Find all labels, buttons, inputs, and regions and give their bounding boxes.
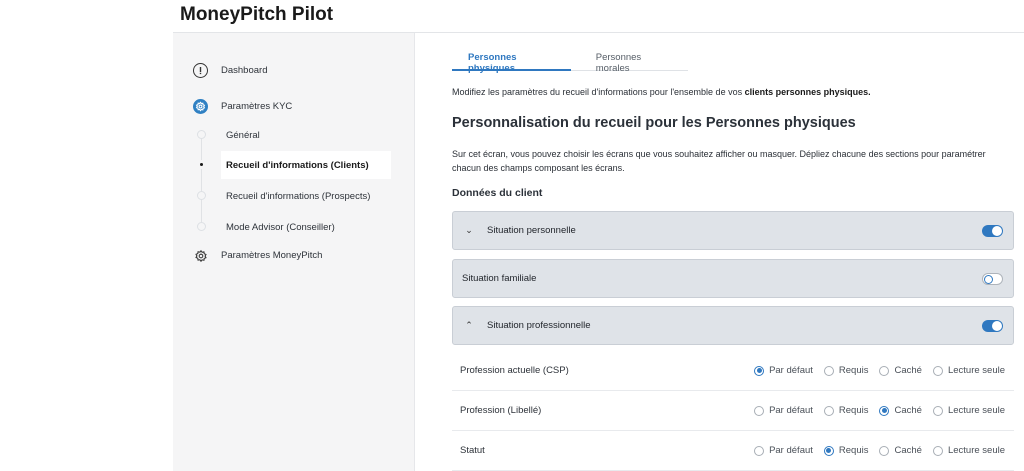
option-lecture-seule[interactable] [933, 365, 1005, 376]
field-options [743, 445, 1005, 456]
option-label: Lecture seule [947, 365, 1005, 376]
option-requis[interactable] [824, 365, 869, 376]
option-lecture-seule[interactable] [933, 445, 1005, 456]
option-label: Caché [894, 445, 922, 456]
tab-personnes-physiques[interactable]: Personnes physiques [452, 45, 571, 71]
section-label: Situation personnelle [487, 225, 576, 236]
radio-button[interactable] [824, 406, 834, 416]
option-cache[interactable] [879, 405, 921, 416]
info-icon [193, 63, 208, 78]
sidebar-item-label: Paramètres MoneyPitch [221, 250, 323, 261]
submenu-line [201, 135, 202, 227]
radio-button[interactable] [824, 446, 834, 456]
gear-icon [193, 99, 208, 114]
field-label: Profession (Libellé) [460, 405, 542, 416]
section-toggle[interactable] [982, 273, 1003, 285]
intro-text-bold: clients personnes physiques. [744, 87, 871, 97]
option-par-defaut[interactable] [754, 445, 813, 456]
radio-button[interactable] [754, 406, 764, 416]
option-label: Par défaut [769, 405, 813, 416]
gear-icon [193, 248, 208, 263]
field-options [743, 365, 1005, 376]
option-label: Par défaut [769, 445, 813, 456]
step-dot [197, 191, 206, 200]
sidebar-item-label: Paramètres KYC [221, 101, 293, 112]
sidebar-subitem-recueil-prospects[interactable] [221, 182, 391, 210]
radio-button[interactable] [933, 446, 943, 456]
step-dot [197, 222, 206, 231]
option-cache[interactable] [879, 445, 921, 456]
section-toggle[interactable] [982, 320, 1003, 332]
chevron-down-icon: ⌄ [465, 225, 473, 235]
section-situation-familiale[interactable] [452, 259, 1014, 298]
radio-button[interactable] [754, 446, 764, 456]
option-requis[interactable] [824, 445, 869, 456]
intro-text [452, 87, 871, 97]
app-title: MoneyPitch Pilot [180, 4, 334, 25]
radio-button[interactable] [879, 446, 889, 456]
field-row-profession-actuelle [452, 351, 1014, 391]
option-label: Lecture seule [947, 405, 1005, 416]
sidebar-item-dashboard[interactable] [193, 63, 267, 78]
radio-button[interactable] [933, 406, 943, 416]
option-label: Requis [838, 405, 869, 416]
field-row-statut [452, 431, 1014, 471]
section-situation-professionnelle[interactable] [452, 306, 1014, 345]
sidebar-item-label: Dashboard [221, 65, 268, 76]
section-label: Situation familiale [462, 273, 537, 284]
chevron-up-icon: ⌃ [465, 320, 473, 330]
section-label: Situation professionnelle [487, 320, 591, 331]
sidebar-subitem-general[interactable] [221, 121, 391, 149]
radio-button[interactable] [879, 406, 889, 416]
sidebar-subitem-recueil-clients[interactable] [221, 151, 391, 179]
sidebar-subitem-label: Mode Advisor (Conseiller) [226, 221, 335, 233]
radio-button[interactable] [933, 366, 943, 376]
sidebar [173, 33, 415, 471]
option-lecture-seule[interactable] [933, 405, 1005, 416]
step-dot-active [197, 160, 206, 169]
option-label: Caché [894, 405, 922, 416]
sidebar-item-moneypitch[interactable] [193, 248, 322, 263]
step-dot [197, 130, 206, 139]
section-group-title: Données du client [452, 187, 543, 199]
sidebar-item-kyc[interactable] [193, 99, 292, 114]
radio-button[interactable] [879, 366, 889, 376]
option-label: Caché [894, 365, 922, 376]
radio-button[interactable] [754, 366, 764, 376]
field-label: Profession actuelle (CSP) [460, 365, 569, 376]
sidebar-subitem-mode-advisor[interactable] [221, 213, 391, 241]
sidebar-subitem-label: Recueil d'informations (Clients) [226, 159, 369, 171]
section-situation-personnelle[interactable] [452, 211, 1014, 250]
sidebar-subitem-label: Général [226, 129, 260, 141]
option-label: Par défaut [769, 365, 813, 376]
intro-text-prefix: Modifiez les paramètres du recueil d'informations pour l'ensemble de vos [452, 87, 745, 97]
field-label: Statut [460, 445, 485, 456]
option-par-defaut[interactable] [754, 365, 813, 376]
page-title: Personnalisation du recueil pour les Personnes physiques [452, 115, 856, 131]
option-label: Requis [838, 365, 869, 376]
option-requis[interactable] [824, 405, 869, 416]
option-par-defaut[interactable] [754, 405, 813, 416]
radio-button[interactable] [824, 366, 834, 376]
option-label: Requis [838, 445, 869, 456]
page-description: Sur cet écran, vous pouvez choisir les écrans que vous souhaitez afficher ou masquer. Dépliez chacune des sections pour paramétrer chacun des champs composant les écrans. [452, 149, 986, 173]
tab-bar [452, 45, 688, 74]
option-cache[interactable] [879, 365, 921, 376]
sidebar-subitem-label: Recueil d'informations (Prospects) [226, 190, 371, 202]
field-row-profession-libelle [452, 391, 1014, 431]
field-options [743, 405, 1005, 416]
section-toggle[interactable] [982, 225, 1003, 237]
option-label: Lecture seule [947, 445, 1005, 456]
tab-personnes-morales[interactable]: Personnes morales [595, 52, 642, 74]
